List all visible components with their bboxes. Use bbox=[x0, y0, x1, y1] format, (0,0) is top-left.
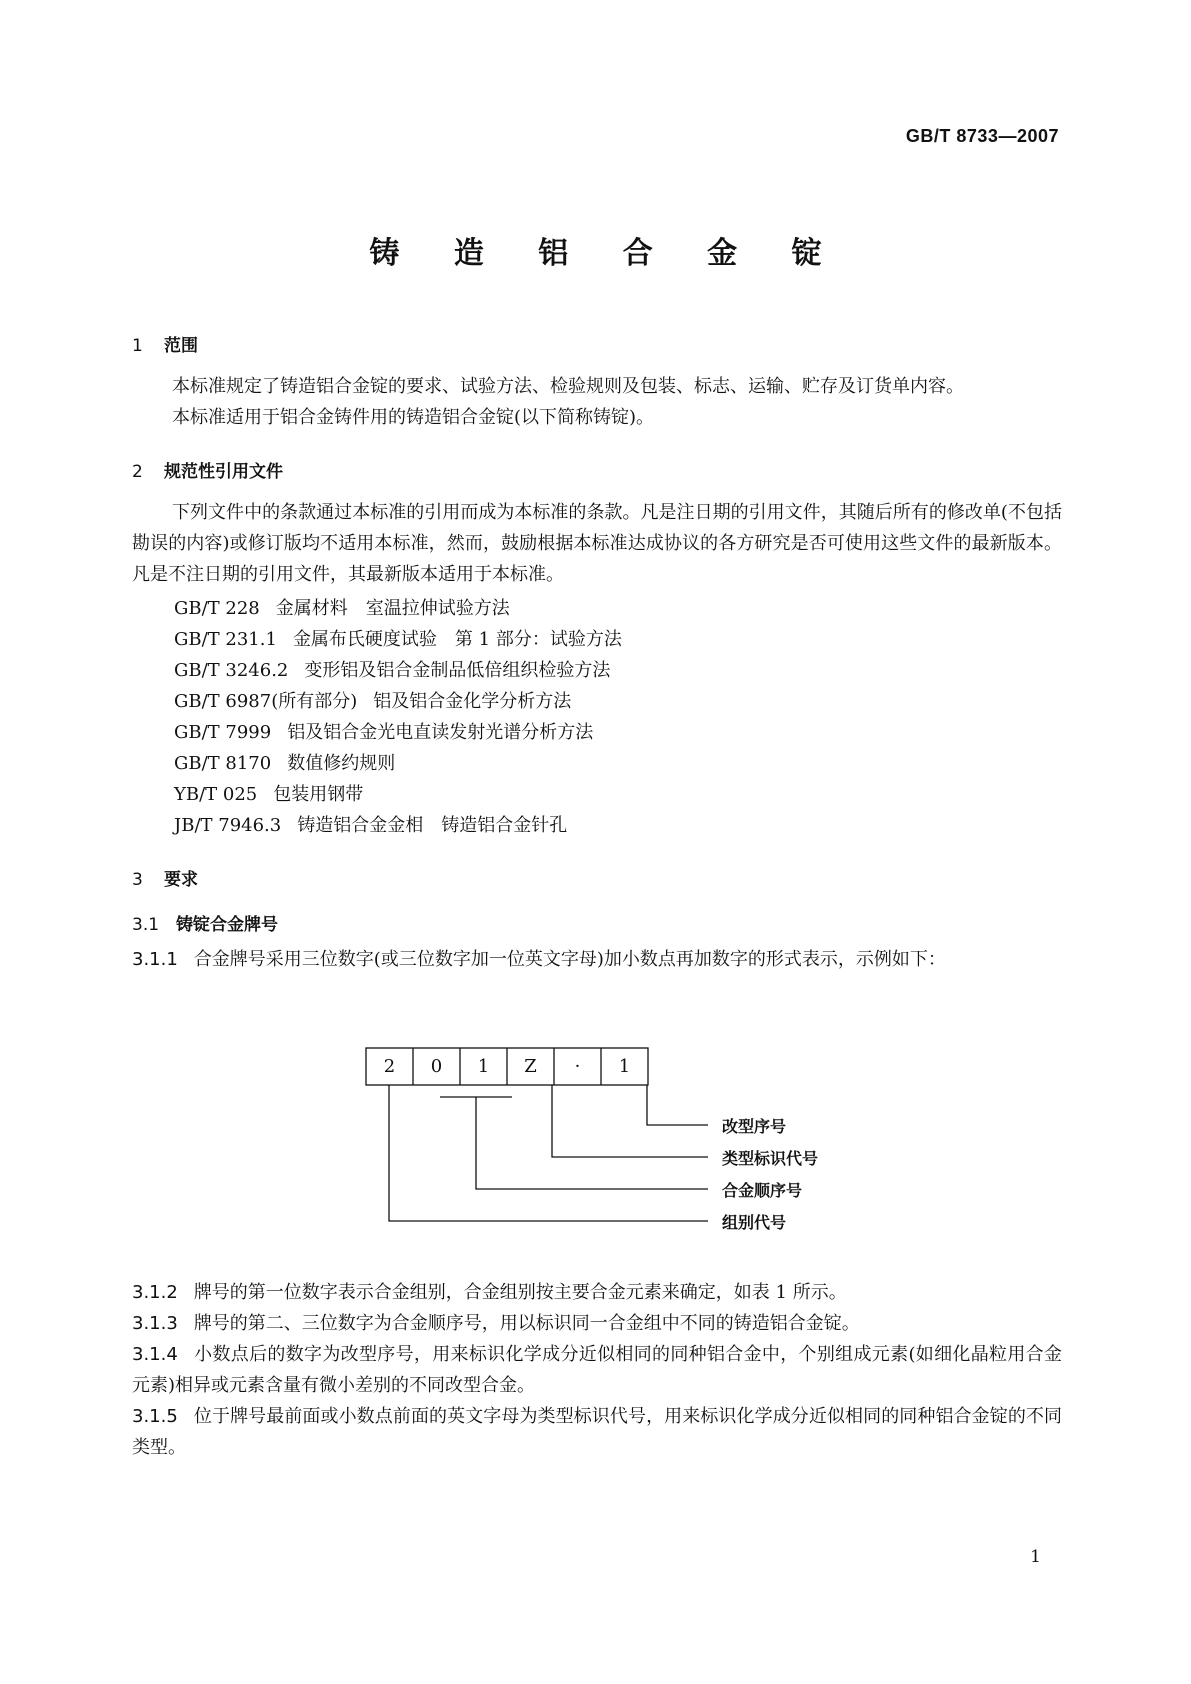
paragraph: 本标准规定了铸造铝合金锭的要求、试验方法、检验规则及包装、标志、运输、贮存及订货单内容。 bbox=[172, 376, 964, 397]
clause-number: 3.1.2 bbox=[132, 1282, 178, 1303]
reference-title: 数值修约规则 bbox=[287, 753, 396, 774]
reference-title: 金属布氏硬度试验 第 1 部分：试验方法 bbox=[292, 629, 622, 650]
clause-text: 牌号的第一位数字表示合金组别，合金组别按主要合金元素来确定，如表 1 所示。 bbox=[193, 1282, 847, 1303]
section-number: 3 bbox=[132, 870, 143, 890]
clause-text: 合金牌号采用三位数字(或三位数字加一位英文字母)加小数点再加数字的形式表示，示例如下： bbox=[193, 949, 946, 970]
subsection-number: 3.1 bbox=[132, 915, 160, 935]
reference-title: 金属材料 室温拉伸试验方法 bbox=[275, 598, 510, 619]
clause-number: 3.1.4 bbox=[132, 1344, 178, 1365]
diagram-label: 合金顺序号 bbox=[722, 1181, 803, 1200]
reference-code: YB/T 025 bbox=[174, 784, 258, 805]
diagram-cell: 2 bbox=[383, 1056, 396, 1077]
section-number: 1 bbox=[132, 336, 143, 356]
reference-code: GB/T 8170 bbox=[174, 753, 272, 774]
paragraph: 下列文件中的条款通过本标准的引用而成为本标准的条款。凡是注日期的引用文件，其随后所有的修改单(不包括勘误的内容)或修订版均不适用本标准，然而，鼓励根据本标准达成协议的各方研究是否可使用这些文件的最新版本。凡是不注日期的引用文件，其最新版本适用于本标准。 bbox=[132, 502, 1062, 585]
reference-title: 铝及铝合金化学分析方法 bbox=[373, 691, 572, 712]
diagram-label: 改型序号 bbox=[722, 1117, 787, 1136]
document-title: 铸 造 铝 合 金 锭 bbox=[369, 236, 844, 271]
clause-number: 3.1.1 bbox=[132, 949, 178, 970]
reference-title: 铝及铝合金光电直读发射光谱分析方法 bbox=[287, 722, 594, 743]
diagram-cell: 0 bbox=[430, 1056, 443, 1077]
clause-3-1-5 bbox=[132, 1401, 1062, 1463]
clause-text: 位于牌号最前面或小数点前面的英文字母为类型标识代号，用来标识化学成分近似相同的同种铝合金锭的不同类型。 bbox=[132, 1406, 1062, 1458]
reference-title: 铸造铝合金金相 铸造铝合金针孔 bbox=[297, 815, 568, 836]
clause-3-1-4 bbox=[132, 1339, 1062, 1401]
clause-number: 3.1.3 bbox=[132, 1313, 178, 1334]
reference-code: GB/T 3246.2 bbox=[174, 660, 289, 681]
diagram-label: 类型标识代号 bbox=[722, 1149, 819, 1168]
diagram-cell: 1 bbox=[477, 1056, 490, 1077]
diagram-cell: Z bbox=[524, 1056, 537, 1077]
section-title: 要求 bbox=[164, 870, 198, 890]
diagram-cell: · bbox=[574, 1056, 581, 1077]
diagram-cell: 1 bbox=[618, 1056, 631, 1077]
reference-code: GB/T 7999 bbox=[174, 722, 272, 743]
reference-code: JB/T 7946.3 bbox=[174, 815, 282, 836]
reference-code: GB/T 228 bbox=[174, 598, 260, 619]
standard-code: GB/T 8733—2007 bbox=[905, 126, 1059, 146]
clause-text: 小数点后的数字为改型序号，用来标识化学成分近似相同的同种铝合金中，个别组成元素(如细化晶粒用合金元素)相异或元素含量有微小差别的不同改型合金。 bbox=[132, 1344, 1062, 1396]
section-title: 规范性引用文件 bbox=[164, 462, 283, 482]
subsection-title: 铸锭合金牌号 bbox=[176, 915, 278, 935]
reference-code: GB/T 6987(所有部分) bbox=[174, 691, 358, 712]
section-title: 范围 bbox=[164, 336, 198, 356]
clause-text: 牌号的第二、三位数字为合金顺序号，用以标识同一合金组中不同的铸造铝合金锭。 bbox=[193, 1313, 860, 1334]
reference-title: 包装用钢带 bbox=[273, 784, 364, 805]
clause-number: 3.1.5 bbox=[132, 1406, 178, 1427]
clause-3-1-2 bbox=[132, 1277, 1062, 1308]
diagram-label: 组别代号 bbox=[722, 1213, 787, 1232]
reference-code: GB/T 231.1 bbox=[174, 629, 277, 650]
page-number: 1 bbox=[1030, 1547, 1041, 1567]
section-number: 2 bbox=[132, 462, 143, 482]
clause-3-1-3 bbox=[132, 1308, 1062, 1339]
reference-title: 变形铝及铝合金制品低倍组织检验方法 bbox=[304, 660, 611, 681]
paragraph: 本标准适用于铝合金铸件用的铸造铝合金锭(以下简称铸锭)。 bbox=[172, 407, 655, 428]
